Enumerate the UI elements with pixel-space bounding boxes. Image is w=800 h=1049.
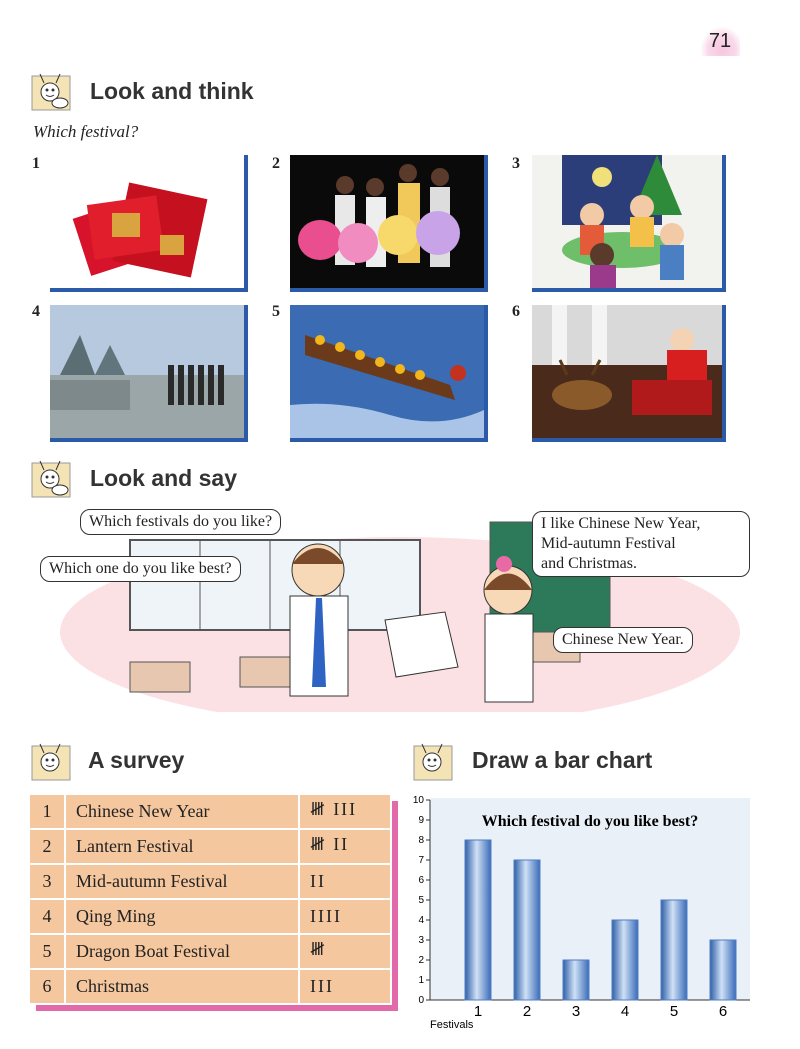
- bar-2: [514, 860, 540, 1000]
- tally-marks: II: [299, 864, 391, 899]
- bubble-line: and Christmas.: [541, 555, 637, 572]
- page-number: 71: [700, 26, 740, 56]
- speech-bubble: Which one do you like best?: [40, 556, 241, 582]
- bar-chart-section-title: Draw a bar chart: [472, 747, 653, 773]
- dragon-boat-icon: [290, 305, 488, 442]
- bar-5: [661, 900, 687, 1000]
- bar-1: [465, 840, 491, 1000]
- festival-name: Lantern Festival: [65, 829, 299, 864]
- bubble-line: Mid-autumn Festival: [541, 535, 676, 552]
- row-number: 4: [30, 899, 65, 934]
- festival-name: Christmas: [65, 969, 299, 1004]
- festival-name: Dragon Boat Festival: [65, 934, 299, 969]
- y-tick-label: 1: [418, 975, 424, 986]
- y-tick-label: 5: [418, 895, 424, 906]
- row-number: 6: [30, 969, 65, 1004]
- y-tick-label: 7: [418, 855, 424, 866]
- row-number: 3: [30, 864, 65, 899]
- table-row: [30, 829, 391, 864]
- tally-marks: 𝍸 II: [299, 829, 391, 864]
- festival-name: Qing Ming: [65, 899, 299, 934]
- picture-number: 5: [272, 303, 280, 320]
- picture-number: 1: [32, 155, 40, 172]
- bar-4: [612, 920, 638, 1000]
- bar-3: [563, 960, 589, 1000]
- x-tick-label: 1: [473, 1003, 483, 1020]
- y-tick-label: 6: [418, 875, 424, 886]
- lanterns-icon: [290, 155, 488, 292]
- festival-name: Chinese New Year: [65, 795, 299, 829]
- row-number: 5: [30, 934, 65, 969]
- festival-name: Mid-autumn Festival: [65, 864, 299, 899]
- row-number: 1: [30, 795, 65, 829]
- bubble-line: I like Chinese New Year,: [541, 515, 701, 532]
- y-tick-label: 8: [418, 835, 424, 846]
- x-tick-label: 3: [571, 1003, 581, 1020]
- y-tick-label: 10: [412, 795, 424, 806]
- y-tick-label: 2: [418, 955, 424, 966]
- speech-bubble: [532, 511, 750, 577]
- mascot-ant-icon: [412, 740, 456, 784]
- chart-title: Which festival do you like best?: [481, 813, 699, 830]
- y-tick-label: 3: [418, 935, 424, 946]
- x-tick-label: 6: [718, 1003, 728, 1020]
- picture-number: 6: [512, 303, 520, 320]
- tally-marks: 𝍸 III: [299, 795, 391, 829]
- x-tick-label: 4: [620, 1003, 630, 1020]
- tally-marks: IIII: [299, 899, 391, 934]
- x-axis-label: Festivals: [430, 1019, 474, 1031]
- picture-number: 3: [512, 155, 520, 172]
- red-packet-icon: [50, 155, 248, 292]
- look-and-say-title: Look and say: [90, 465, 237, 491]
- survey-table: [30, 795, 392, 1005]
- y-tick-label: 9: [418, 815, 424, 826]
- santa-sleigh-icon: [532, 305, 726, 442]
- which-festival-subtitle: Which festival?: [33, 122, 139, 141]
- x-tick-label: 5: [669, 1003, 679, 1020]
- row-number: 2: [30, 829, 65, 864]
- speech-bubble: Chinese New Year.: [553, 627, 693, 653]
- family-dinner-icon: [532, 155, 726, 292]
- y-tick-label: 4: [418, 915, 424, 926]
- x-tick-label: 2: [522, 1003, 532, 1020]
- mascot-ant-icon: [30, 70, 74, 114]
- picture-number: 2: [272, 155, 280, 172]
- y-tick-label: 0: [418, 995, 424, 1006]
- bar-6: [710, 940, 736, 1000]
- table-row: [30, 864, 391, 899]
- bar-chart: [400, 788, 760, 1038]
- memorial-visit-icon: [50, 305, 248, 442]
- survey-title: A survey: [88, 747, 185, 773]
- picture-number: 4: [32, 303, 40, 320]
- table-row: [30, 934, 391, 969]
- mascot-ant-icon: [30, 457, 74, 501]
- table-row: [30, 969, 391, 1004]
- table-row: [30, 899, 391, 934]
- speech-bubble: Which festivals do you like?: [80, 509, 281, 535]
- mascot-ant-icon: [30, 740, 74, 784]
- table-row: [30, 795, 391, 829]
- tally-marks: III: [299, 969, 391, 1004]
- tally-marks: 𝍸: [299, 934, 391, 969]
- look-and-think-title: Look and think: [90, 78, 254, 104]
